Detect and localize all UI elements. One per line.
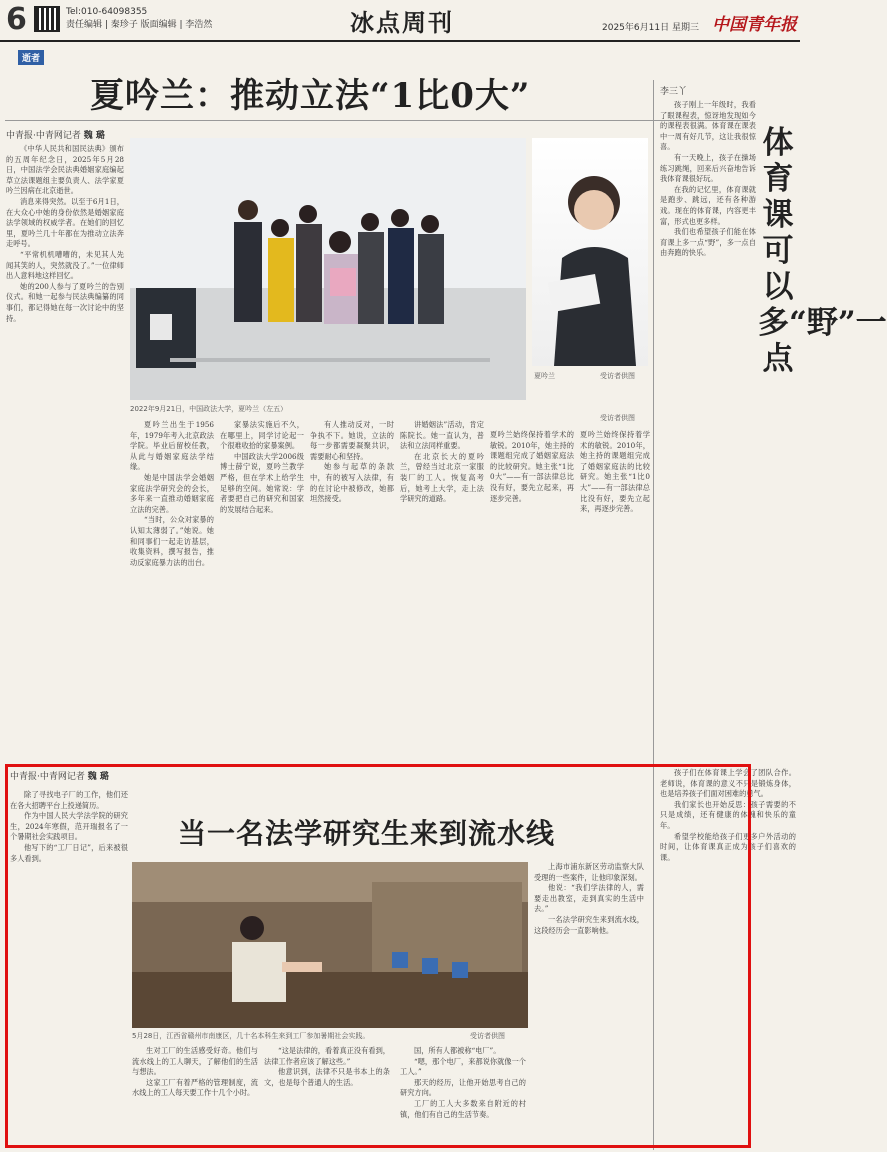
divider (5, 120, 750, 121)
qr-code-icon (34, 6, 60, 32)
group-photo (130, 138, 526, 400)
story1-column-7: 夏吟兰始终保持着学术的敏锐。2010年，她主持的课题组完成了婚姻家庭法的比较研究。她主张“1比0大”——有一部法律总比没有好，要先立起来，再逐步完善。 (580, 430, 650, 514)
page-number: 6 (6, 2, 27, 37)
story2-column-2: 生对工厂的生活感受好奇。他们与流水线上的工人聊天，了解他们的生活与想法。 这家工厂有着严格的管理制度，流水线上的工人每天要工作十几个小时。 (132, 1046, 258, 1098)
portrait-photo (532, 138, 648, 366)
masthead-tel: Tel:010-64098355 (66, 7, 148, 17)
story2-photo-credit: 受访者供图 (470, 1032, 505, 1040)
story1-column-1: 《中华人民共和国民法典》颁布的五周年纪念日，2025年5月28日，中国法学会民法典婚姻家庭编起草立法课题组主要负责人、法学家夏吟兰因病在北京逝世。 消息来得突然。以至于6月1日，在大众心中她的身份依然是婚姻家庭法学领域的权威学者。在她们的回忆里，夏吟兰几十年都在为推动立法奔走呼号。 “平常机机嘈嘈的，未见其人先闻其笑的人，突然就没了。”一位律师出人意料地这样回忆。 她的200人参与了夏吟兰的告别仪式。和她一起参与民法典编纂的同事们，都记得她在每一次讨论中的坚持。 (6, 144, 124, 323)
masthead-meta (66, 6, 212, 32)
photo2-caption: 夏吟兰 (534, 372, 555, 380)
issue-date: 2025年6月11日 星期三 (602, 23, 699, 33)
story2-column-5: 上海市浦东新区劳动监察大队受理的一些案件，让他印象深刻。 他说：“我们学法律的人，需要走出教室，走到真实的生活中去。” 一名法学研究生来到流水线，这段经历会一直影响他。 (534, 862, 644, 935)
newspaper-logo: 中国青年报 (712, 15, 797, 35)
story-tag: 逝者 (18, 50, 44, 65)
photo2-credit: 受访者供图 (600, 372, 635, 380)
story2-column-3: “这是法律的，看着真正没有看到，法律工作者应该了解这些。” 他意识到，法律不只是书本上的条文，也是每个普通人的生活。 (264, 1046, 390, 1087)
section-title: 冰点周刊 (350, 9, 454, 37)
masthead-editors: 责任编辑 | 秦珍子 版面编辑 | 李浩然 (66, 20, 213, 30)
sidebar-byline: 李三丫 (660, 87, 688, 97)
photo1-caption: 2022年9月21日，中国政法大学，夏吟兰（左五） (130, 405, 288, 413)
sidebar-text-2: 孩子们在体育课上学会了团队合作。老师说，体育课的意义不只是锻炼身体，也是培养孩子们面对困难的勇气。 我们家长也开始反思：孩子需要的不只是成绩，还有健康的体魄和快乐的童年。 希望学校能给孩子们更多户外活动的时间，让体育课真正成为孩子们喜欢的课。 (660, 768, 796, 862)
sidebar-headline: 体育课可以多“野”一点 (758, 125, 887, 377)
story1-byline: 中青报·中青网记者 魏 璐 (6, 131, 105, 141)
photo1-credit: 受访者供图 (600, 414, 635, 422)
story1-column-4: 有人推动反对，一时争执不下。她说，立法的每一步都需要凝聚共识，需要耐心和坚持。 她参与起草的条款中，有的被写入法律，有的在讨论中被修改，她都坦然接受。 (310, 420, 394, 504)
sidebar-text: 孩子刚上一年级时，我看了眼课程表，惊讶地发现如今的课程表很满。体育课在课表中一周有好几节，这让我很惊喜。 有一天晚上，孩子在操场练习跳绳，回来后兴奋地告诉我体育课很好玩。 在我的记忆里，体育课就是跑步、跳远，还有各种游戏。现在的体育课，内容更丰富，形式也更多样。 我们也希望孩子们能在体育课上多一点“野”，多一点自由奔跑的快乐。 (660, 100, 756, 258)
story1-column-5: 讲婚姻法”活动，肯定陈院长。她一直认为，普法和立法同样重要。 在北京长大的夏吟兰，曾经当过北京一家服装厂的工人。恢复高考后，她考上大学，走上法学研究的道路。 (400, 420, 484, 504)
factory-photo (132, 862, 528, 1028)
story1-column-2: 夏吟兰出生于1956年，1979年考入北京政法学院。毕业后留校任教，从此与婚姻家庭法学结缘。 她是中国法学会婚姻家庭法学研究会的会长，多年来一直推动婚姻家庭立法的完善。 “当时，公众对家暴的认知太薄弱了。”她说。她和同事们一起走访基层，收集资料，撰写报告，推动反家庭暴力法的出台。 (130, 420, 214, 567)
story2-headline: 当一名法学研究生来到流水线 (178, 817, 556, 850)
story2-column-1: 除了寻找电子厂的工作，他们还在各大招聘平台上投递简历。 作为中国人民大学法学院的研究生，2024年寒假，范开瑞报名了一个暑期社会实践项目。 他写下的“工厂日记”，后来被很多人看到。 (10, 790, 128, 863)
story1-column-6: 夏吟兰始终保持着学术的敏锐。2010年，她主持的课题组完成了婚姻家庭法的比较研究。她主张“1比0大”——有一部法律总比没有好，要先立起来，再逐步完善。 (490, 430, 574, 503)
story2-column-4: 国，所有人都被称“电厂”。 “嗯，那个电厂，来都说你就像一个工人。” 那天的经历，让他开始思考自己的研究方向。 工厂的工人大多数来自附近的村镇，他们有自己的生活节奏。 (400, 1046, 526, 1119)
story1-column-3: 家暴法实施后不久，在哪里上，同学讨论起一个很难收拾的家暴案例。 中国政法大学2006级博士薛宁说，夏吟兰教学严格，但在学术上给学生足够的空间。她常说：学者要把自己的研究和国家的发展结合起来。 (220, 420, 304, 514)
story2-photo-caption: 5月28日，江西省赣州市南康区，几十名本科生来到工厂参加暑期社会实践。 (132, 1032, 370, 1040)
masthead (0, 0, 800, 42)
story2-byline: 中青报·中青网记者 魏 璐 (10, 772, 109, 782)
story1-headline: 夏吟兰：推动立法“1比0大” (90, 76, 531, 116)
